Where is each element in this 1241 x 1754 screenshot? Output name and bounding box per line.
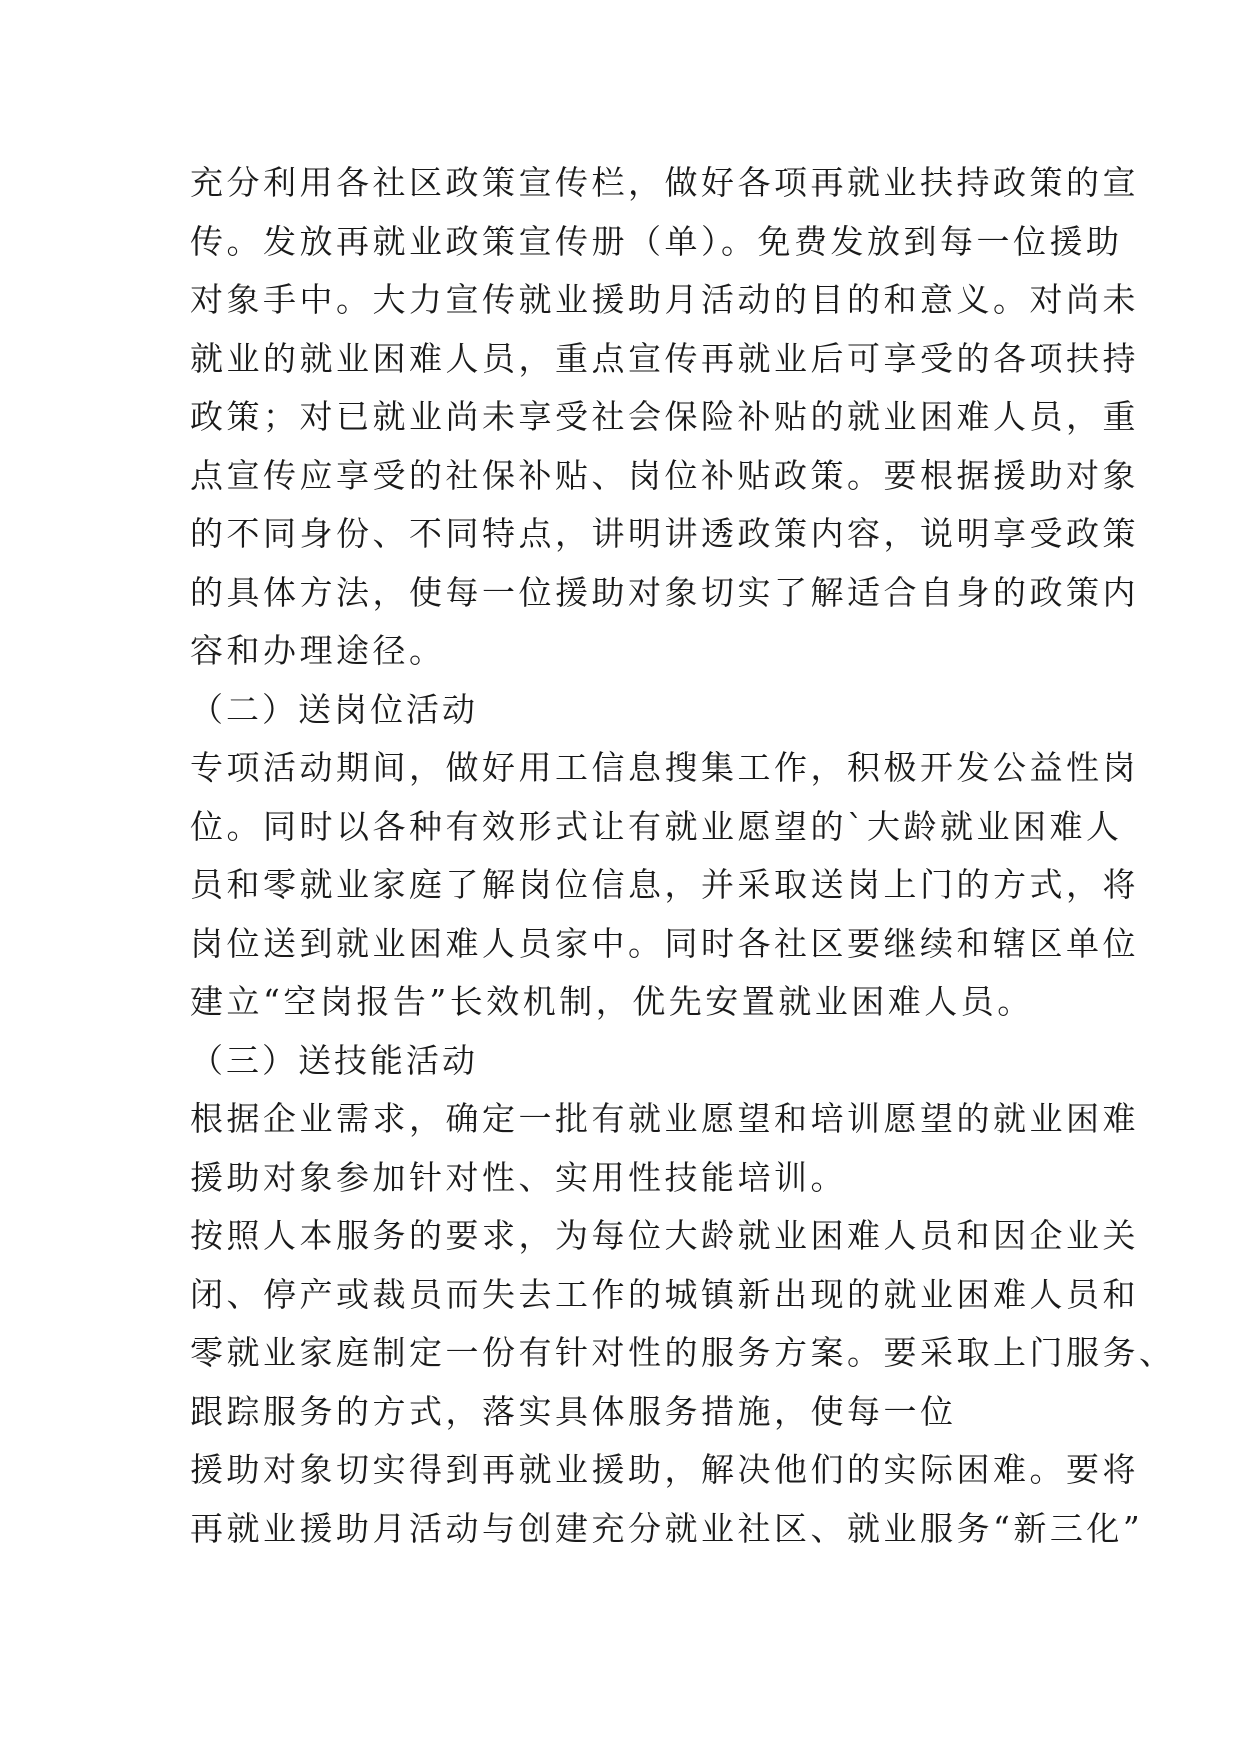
text-line: 建立“空岗报告”长效机制，优先安置就业困难人员。 [190,982,1034,1021]
text-line: 点宣传应享受的社保补贴、岗位补贴政策。要根据援助对象 [190,455,1139,495]
text-line: 根据企业需求，确定一批有就业愿望和培训愿望的就业困难 [190,1099,1139,1138]
text-line: 闭、停产或裁员而失去工作的城镇新出现的就业困难人员和 [190,1274,1139,1314]
text-line: 对象手中。大力宣传就业援助月活动的目的和意义。对尚未 [190,280,1139,319]
text-line: 援助对象切实得到再就业援助，解决他们的实际困难。要将 [190,1450,1139,1489]
text-line: 跟踪服务的方式，落实具体服务措施，使每一位 [190,1391,957,1431]
text-line: 援助对象参加针对性、实用性技能培训。 [190,1157,847,1197]
text-line: 专项活动期间，做好用工信息搜集工作，积极开发公益性岗 [190,748,1139,787]
text-line: 位。同时以各种有效形式让有就业愿望的`大龄就业困难人 [190,806,1123,846]
text-line: 岗位送到就业困难人员家中。同时各社区要继续和辖区单位 [190,923,1139,963]
text-line: 传。发放再就业政策宣传册（单）。免费发放到每一位援助 [190,221,1123,261]
body-text [190,154,1176,1558]
section-heading: （三）送技能活动 [190,1040,478,1080]
text-line: 充分利用各社区政策宣传栏，做好各项再就业扶持政策的宣 [190,163,1139,202]
text-line: 容和办理途径。 [190,631,446,670]
text-line: 按照人本服务的要求，为每位大龄就业困难人员和因企业关 [190,1216,1139,1255]
section-heading: （二）送岗位活动 [190,689,478,729]
text-line: 的具体方法，使每一位援助对象切实了解适合自身的政策内 [190,572,1139,612]
text-line: 员和零就业家庭了解岗位信息，并采取送岗上门的方式，将 [190,865,1139,904]
text-line: 就业的就业困难人员，重点宣传再就业后可享受的各项扶持 [190,338,1139,378]
text-line: 再就业援助月活动与创建充分就业社区、就业服务“新三化” [190,1508,1144,1548]
text-line: 的不同身份、不同特点，讲明讲透政策内容，说明享受政策 [190,514,1139,553]
text-line: 零就业家庭制定一份有针对性的服务方案。要采取上门服务、 [190,1333,1176,1372]
text-line: 政策；对已就业尚未享受社会保险补贴的就业困难人员，重 [190,397,1139,436]
